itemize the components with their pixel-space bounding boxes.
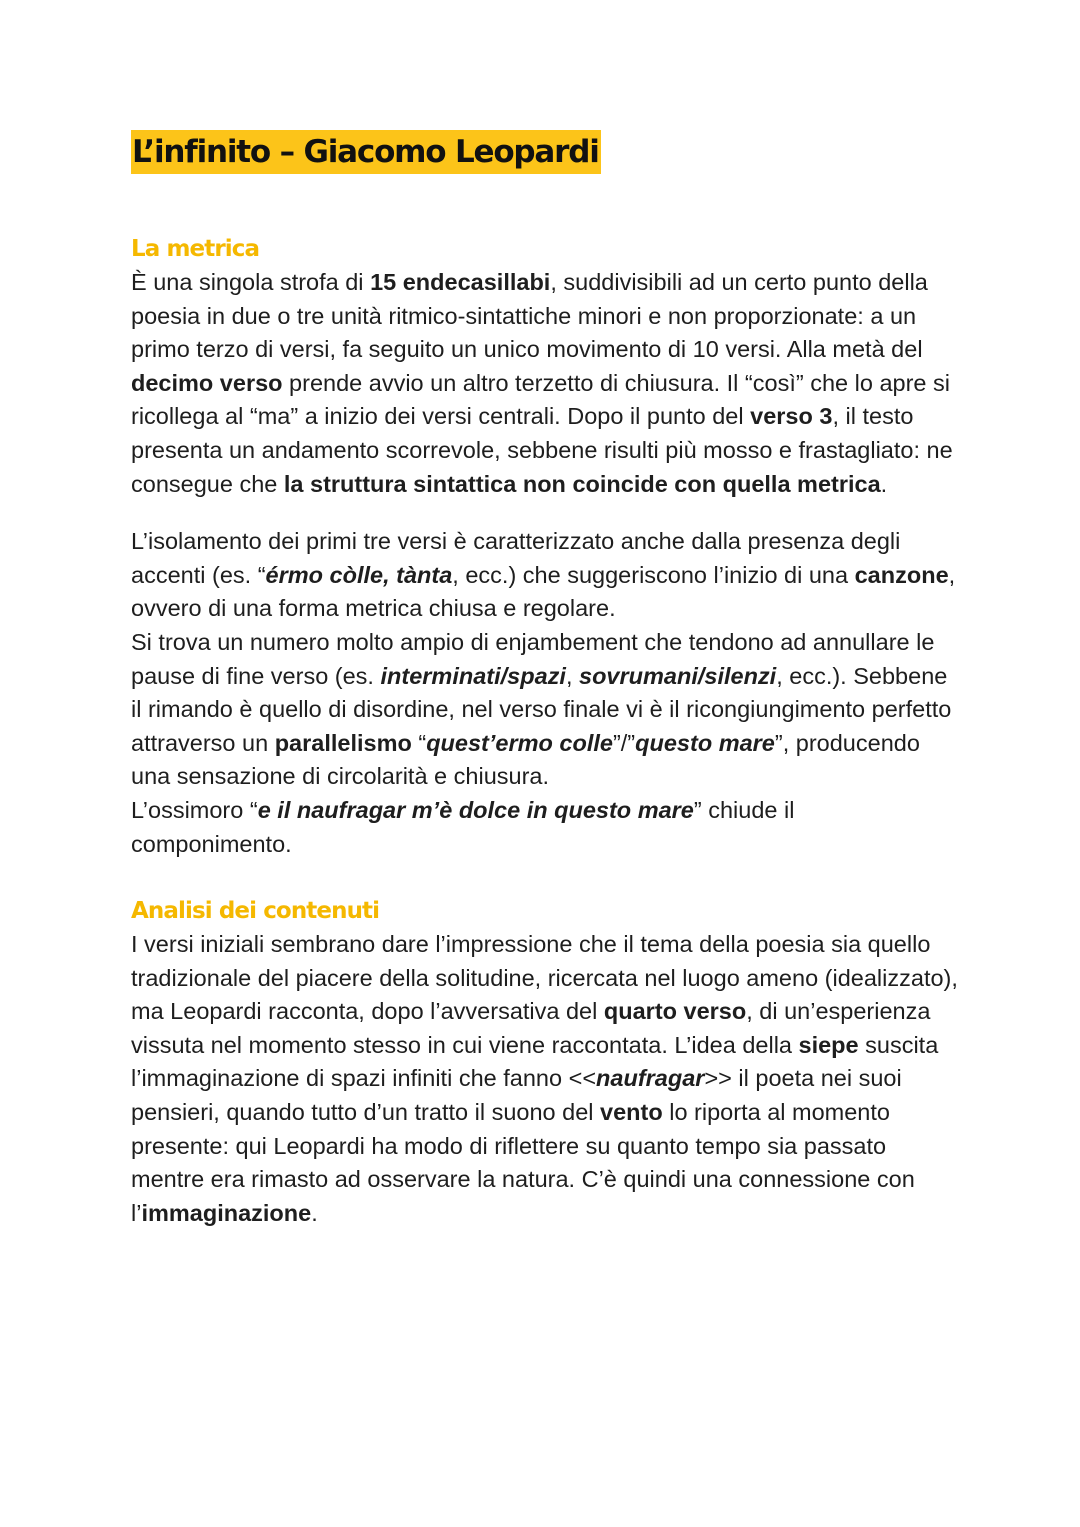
document-page (131, 130, 961, 1230)
heading-metrica: La metrica (131, 236, 260, 262)
doc-title: L’infinito – Giacomo Leopardi (131, 130, 601, 174)
heading-analisi: Analisi dei contenuti (131, 898, 380, 925)
paragraph-metrica-3: Si trova un numero molto ampio di enjambement che tendono ad annullare le pause di fine verso (es. interminati/spazi, sovrumani/silenzi, ecc.). Sebbene il rimando è quello di disordine, nel verso finale vi è il ricongiungimento perfetto attraverso un parallelismo “quest’ermo colle”/”questo mare”, producendo una sensazione di circolarità e chiusura. (131, 628, 952, 790)
paragraph-metrica-2: L’isolamento dei primi tre versi è caratterizzato anche dalla presenza degli accenti (es. “érmo còlle, tànta, ecc.) che suggeriscono l’inizio di una canzone, ovvero di una forma metrica chiusa e regolare. (131, 528, 956, 622)
paragraph-metrica-1: È una singola strofa di 15 endecasillabi, suddivisibili ad un certo punto della poesia in due o tre unità ritmico-sintattiche minori e non proporzionate: a un primo terzo di versi, fa seguito un unico movimento di 10 versi. Alla metà del decimo verso prende avvio un altro terzetto di chiusura. Il “così” che lo apre si ricollega al “ma” a inizio dei versi centrali. Dopo il punto del verso 3, il testo presenta un andamento scorrevole, sebbene risulti più mosso e frastagliato: ne consegue che la struttura sintattica non coincide con quella metrica. (131, 269, 953, 497)
paragraph-analisi-1: I versi iniziali sembrano dare l’impressione che il tema della poesia sia quello tradizionale del piacere della solitudine, ricercata nel luogo ameno (idealizzato), ma Leopardi racconta, dopo l’avversativa del quarto verso, di un’esperienza vissuta nel momento stesso in cui viene raccontata. L’idea della siepe suscita l’immaginazione di spazi infiniti che fanno <<naufragar>> il poeta nei suoi pensieri, quando tutto d’un tratto il suono del vento lo riporta al momento presente: qui Leopardi ha modo di riflettere su quanto tempo sia passato mentre era rimasto ad osservare la natura. C’è quindi una connessione con l’immaginazione. (131, 931, 958, 1226)
paragraph-metrica-4: L’ossimoro “e il naufragar m’è dolce in questo mare” chiude il componimento. (131, 796, 795, 857)
